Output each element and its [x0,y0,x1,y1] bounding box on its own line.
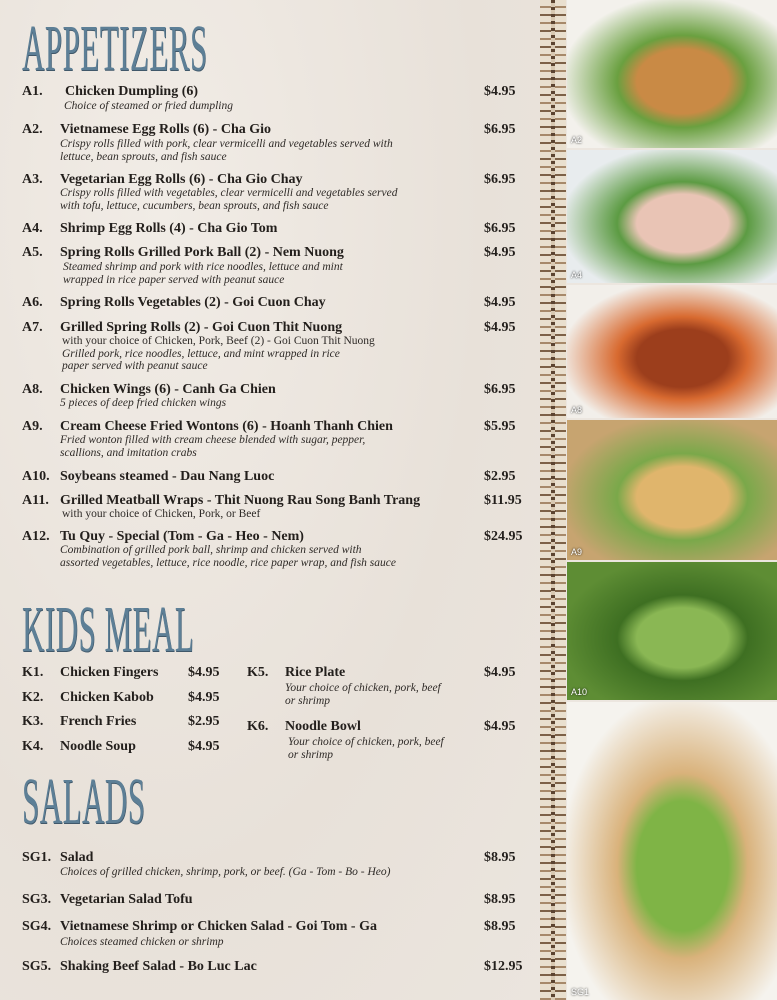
item-description: Grilled pork, rice noodles, lettuce, and mint wrapped in rice [62,347,340,360]
food-photo-a9 [567,420,777,560]
item-description: or shrimp [285,694,331,707]
item-code: SG4. [22,919,52,934]
item-code: SG1. [22,850,52,865]
item-name: Vietnamese Shrimp or Chicken Salad - Goi Tom - Ga [60,919,377,934]
item-price: $4.95 [188,739,220,754]
item-code: K2. [22,690,44,705]
item-name: Noodle Bowl [285,719,361,734]
item-price: $4.95 [188,690,220,705]
item-description: with your choice of Chicken, Pork, or Beef [62,508,261,520]
item-price: $24.95 [484,529,523,544]
item-code: A1. [22,84,43,99]
item-code: A12. [22,529,50,544]
item-name: Shrimp Egg Rolls (4) - Cha Gio Tom [60,221,278,236]
item-name: Vegetarian Salad Tofu [60,892,193,907]
photo-caption: A9 [571,547,583,557]
food-photo-a8 [567,285,777,418]
item-name: Grilled Meatball Wraps - Thit Nuong Rau Song Banh Trang [60,493,421,508]
item-name: Vegetarian Egg Rolls (6) - Cha Gio Chay [60,172,303,187]
item-price: $5.95 [484,419,516,434]
item-price: $11.95 [484,493,522,508]
item-description: Crispy rolls filled with vegetables, clear vermicelli and vegetables served [60,187,398,199]
item-description: Choices steamed chicken or shrimp [60,936,224,948]
item-description: Crispy rolls filled with pork, clear vermicelli and vegetables served with [60,138,393,150]
item-price: $4.95 [484,84,516,99]
item-description: wrapped in rice paper served with peanut sauce [63,273,285,286]
item-name: Chicken Dumpling (6) [65,84,199,99]
item-name: Tu Quy - Special (Tom - Ga - Heo - Nem) [60,529,304,544]
item-price: $4.95 [484,320,516,335]
item-name: Cream Cheese Fried Wontons (6) - Hoanh Thanh Chien [60,419,393,434]
item-code: A9. [22,419,43,434]
item-description: 5 pieces of deep fried chicken wings [60,397,227,409]
item-code: A10. [22,469,50,484]
item-price: $4.95 [484,719,516,734]
section-heading-kids-meal: KIDS MEAL [22,593,195,666]
item-name: Chicken Fingers [60,665,159,680]
item-code: A4. [22,221,43,236]
item-code: SG3. [22,892,52,907]
item-description: assorted vegetables, lettuce, rice noodle, rice paper wrap, and fish sauce [60,556,396,569]
item-price: $2.95 [188,714,220,729]
item-code: A2. [22,122,43,137]
item-price: $2.95 [484,469,516,484]
item-code: A7. [22,320,43,335]
section-heading-appetizers: APPETIZERS [22,12,208,85]
photo-caption: A10 [571,687,588,697]
food-photo-a4 [567,150,777,283]
item-price: $8.95 [484,892,516,907]
item-name: Shaking Beef Salad - Bo Luc Lac [60,959,257,974]
item-description: Combination of grilled pork ball, shrimp and chicken served with [60,544,362,556]
item-code: A11. [22,493,49,508]
item-code: A5. [22,245,43,260]
item-price: $4.95 [484,245,516,260]
item-price: $6.95 [484,122,516,137]
item-code: K4. [22,739,44,754]
photo-caption: A4 [571,270,583,280]
item-description: Your choice of chicken, pork, beef [288,736,444,748]
photo-caption: A2 [571,135,583,145]
item-description: Choices of grilled chicken, shrimp, pork, or beef. (Ga - Tom - Bo - Heo) [60,866,391,878]
item-name: Grilled Spring Rolls (2) - Goi Cuon Thit Nuong [60,320,343,335]
item-price: $4.95 [484,665,516,680]
item-code: A3. [22,172,43,187]
item-code: K1. [22,665,44,680]
item-description: with your choice of Chicken, Pork, Beef (2) - Goi Cuon Thit Nuong [62,335,375,347]
item-description: paper served with peanut sauce [62,360,208,372]
item-description: Choice of steamed or fried dumpling [64,100,233,112]
item-code: SG5. [22,959,52,974]
item-code: K5. [247,665,269,680]
item-name: Noodle Soup [60,739,136,754]
item-description: lettuce, bean sprouts, and fish sauce [60,150,227,163]
item-price: $4.95 [188,665,220,680]
item-name: Vietnamese Egg Rolls (6) - Cha Gio [60,122,272,137]
item-price: $12.95 [484,959,523,974]
decorative-border [540,0,566,1000]
item-name: Spring Rolls Vegetables (2) - Goi Cuon Chay [60,295,326,310]
item-code: K6. [247,719,269,734]
item-name: Chicken Wings (6) - Canh Ga Chien [60,382,276,397]
item-code: A8. [22,382,43,397]
item-name: French Fries [60,714,137,729]
item-name: Soybeans steamed - Dau Nang Luoc [60,469,275,484]
item-description: scallions, and imitation crabs [60,446,197,459]
item-name: Chicken Kabob [60,690,154,705]
item-price: $8.95 [484,850,516,865]
item-description: or shrimp [288,748,334,761]
item-code: K3. [22,714,44,729]
item-description: with tofu, lettuce, cucumbers, bean sprouts, and fish sauce [60,199,329,212]
item-description: Steamed shrimp and pork with rice noodles, lettuce and mint [63,261,343,273]
item-name: Rice Plate [285,665,346,680]
item-code: A6. [22,295,43,310]
food-photo-a10 [567,562,777,700]
item-price: $6.95 [484,382,516,397]
section-heading-salads: SALADS [22,765,146,838]
item-price: $8.95 [484,919,516,934]
item-name: Salad [60,850,94,865]
item-price: $4.95 [484,295,516,310]
item-price: $6.95 [484,221,516,236]
photo-caption: SG1 [571,987,590,997]
item-name: Spring Rolls Grilled Pork Ball (2) - Nem Nuong [60,245,344,260]
item-price: $6.95 [484,172,516,187]
food-photo-sg1 [567,702,777,1000]
photo-caption: A8 [571,405,583,415]
item-description: Fried wonton filled with cream cheese blended with sugar, pepper, [60,434,366,446]
food-photo-a2 [567,0,777,148]
item-description: Your choice of chicken, pork, beef [285,682,441,694]
